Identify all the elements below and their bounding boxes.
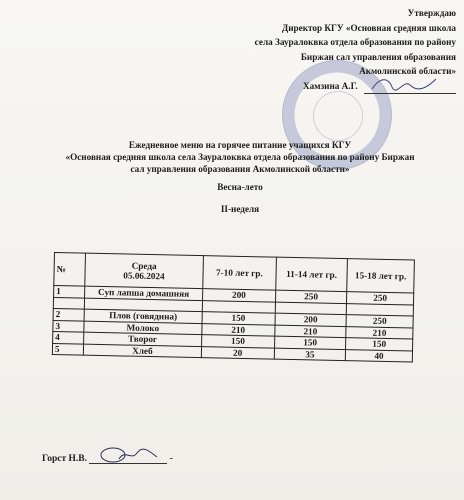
approval-line-3: Биржан сал управления образования	[300, 51, 456, 62]
approval-line-2: села Зауралоквка отдела образования по району	[254, 37, 456, 48]
row-portion-11-14: 200	[275, 313, 347, 326]
header-age-11-14: 11-14 лет гр.	[276, 257, 348, 291]
row-dish: Суп лапша домашняя	[85, 286, 203, 300]
row-portion-15-18: 250	[347, 292, 414, 305]
school-name-line-2: сал управления образования Акмолинской области»	[130, 163, 350, 174]
row-num	[53, 297, 84, 309]
season-label: Весна-лето	[217, 182, 263, 192]
row-num: 1	[54, 286, 85, 298]
row-portion-7-10: 150	[201, 335, 274, 348]
approve-word: Утверждаю	[407, 8, 456, 18]
approval-block	[186, 6, 456, 94]
footer-dash: -	[169, 454, 173, 464]
header-date: 05.06.2024	[123, 270, 165, 282]
row-portion-11-14: 210	[275, 325, 347, 338]
header-age-15-18: 15-18 лет гр.	[347, 259, 415, 293]
row-num: 4	[53, 331, 84, 343]
row-portion-15-18: 40	[345, 349, 412, 362]
row-dish: Плов (говядина)	[84, 309, 202, 323]
row-dish: Творог	[84, 332, 202, 346]
row-portion-7-10: 20	[201, 346, 274, 359]
approval-line-4: Акмолинской области»	[359, 66, 456, 77]
week-label: II-неделя	[220, 204, 260, 214]
header-age-7-10: 7-10 лет гр.	[203, 256, 277, 291]
approval-signature-row	[186, 79, 456, 94]
row-dish: Молоко	[84, 321, 202, 335]
row-num: 5	[52, 343, 83, 355]
row-portion-7-10: 210	[202, 323, 275, 336]
school-name-line-1: «Основная средняя школа села Зауралоквка отдела образования по району Биржан	[65, 152, 415, 162]
header-day-name: Среда	[131, 260, 157, 271]
menu-table	[52, 252, 415, 363]
row-portion-7-10: 200	[202, 289, 275, 302]
menu-title: Ежедневное меню на горячее питание учащихся КГУ	[128, 140, 352, 150]
row-portion-11-14: 150	[274, 336, 346, 349]
row-dish: Хлеб	[84, 344, 202, 358]
cook-signature	[97, 445, 159, 465]
row-num: 2	[53, 308, 84, 320]
footer-signature-line	[89, 453, 167, 464]
header-num: №	[54, 253, 86, 287]
row-portion-11-14: 35	[274, 348, 346, 361]
header-day	[85, 253, 203, 288]
seal-emblem	[313, 91, 363, 141]
footer-signature-row	[42, 453, 173, 464]
approval-signature-line	[364, 81, 456, 94]
approval-line-1: Директор КГУ «Основная средняя школа	[281, 22, 456, 33]
row-portion-11-14: 250	[275, 290, 347, 303]
row-portion-15-18: 210	[346, 326, 413, 339]
row-portion-15-18: 250	[346, 315, 413, 328]
row-portion-15-18: 150	[346, 338, 413, 351]
row-portion-7-10: 150	[202, 312, 275, 325]
school-name	[40, 152, 440, 175]
approval-signer-name: Хамзина А.Г.	[303, 80, 358, 91]
footer-signer-name: Горст Н.В.	[42, 454, 87, 464]
row-num: 3	[53, 320, 84, 332]
